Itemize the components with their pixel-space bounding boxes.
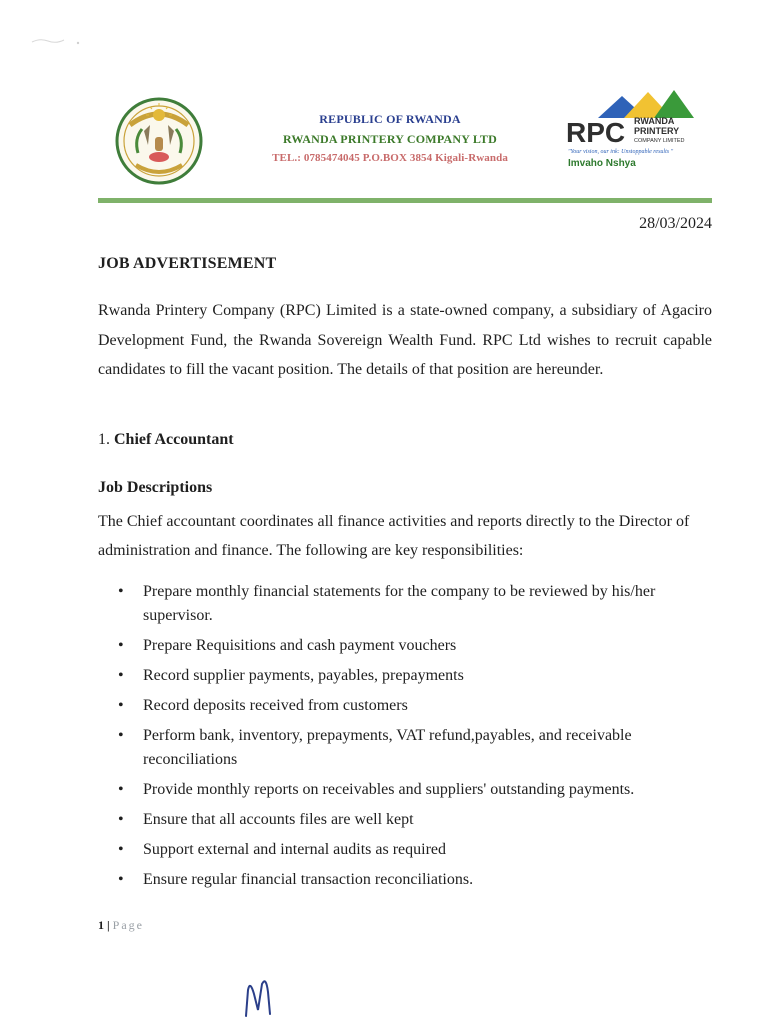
letterhead-company-name: RWANDA PRINTERY COMPANY LTD bbox=[282, 132, 497, 146]
logo-name-line1: RWANDA bbox=[634, 116, 675, 126]
signature-icon bbox=[240, 970, 290, 1020]
page-footer bbox=[98, 918, 144, 933]
logo-name-line3: COMPANY LIMITED bbox=[634, 138, 685, 144]
logo-brand: Imvaho Nshya bbox=[568, 158, 636, 169]
list-item: • Prepare Requisitions and cash payment vouchers bbox=[98, 634, 718, 658]
logo-mountain-green bbox=[654, 90, 694, 118]
rwanda-seal-icon bbox=[114, 95, 204, 187]
rpc-logo-icon bbox=[562, 86, 712, 174]
job-descriptions-heading: Job Descriptions bbox=[98, 479, 213, 496]
header-divider bbox=[98, 198, 712, 203]
responsibilities-list bbox=[98, 580, 718, 898]
scan-artifact bbox=[30, 34, 90, 48]
page-separator: | bbox=[107, 918, 110, 932]
letterhead-republic: REPUBLIC OF RWANDA bbox=[319, 112, 461, 126]
list-item: • Prepare monthly financial statements for the company to be reviewed by his/her supervisor. bbox=[98, 580, 718, 628]
position-heading bbox=[98, 431, 234, 449]
list-item: • Perform bank, inventory, prepayments, VAT refund,payables, and receivable reconciliations bbox=[98, 724, 718, 772]
document-title: JOB ADVERTISEMENT bbox=[98, 255, 277, 272]
logo-initials: RPC bbox=[566, 117, 626, 148]
list-item: • Provide monthly reports on receivables and suppliers' outstanding payments. bbox=[98, 778, 718, 802]
logo-tagline: "Your vision, our ink: Unstoppable results " bbox=[568, 149, 674, 155]
position-number: 1. bbox=[98, 431, 110, 448]
intro-paragraph: Rwanda Printery Company (RPC) Limited is a state-owned company, a subsidiary of Agaciro Development Fund, the Rwanda Sovereign Wealth Fund. RPC Ltd wishes to recruit capable candidates to fill the vacant position. The details of that position are hereunder. bbox=[98, 302, 712, 378]
job-descriptions-text: The Chief accountant coordinates all finance activities and reports directly to the Director of administration and finance. The following are key responsibilities: bbox=[98, 513, 690, 559]
page-word: Page bbox=[112, 918, 144, 932]
list-item: • Support external and internal audits as required bbox=[98, 838, 718, 862]
page-number: 1 bbox=[98, 918, 104, 932]
list-item: • Record supplier payments, payables, prepayments bbox=[98, 664, 718, 688]
list-item: • Ensure that all accounts files are well kept bbox=[98, 808, 718, 832]
document-date: 28/03/2024 bbox=[639, 215, 712, 232]
list-item: • Ensure regular financial transaction reconciliations. bbox=[98, 868, 718, 892]
position-title: Chief Accountant bbox=[114, 431, 234, 448]
letterhead-contact: TEL.: 0785474045 P.O.BOX 3854 Kigali-Rwanda bbox=[272, 152, 508, 164]
list-item: • Record deposits received from customers bbox=[98, 694, 718, 718]
logo-name-line2: PRINTERY bbox=[634, 126, 680, 136]
